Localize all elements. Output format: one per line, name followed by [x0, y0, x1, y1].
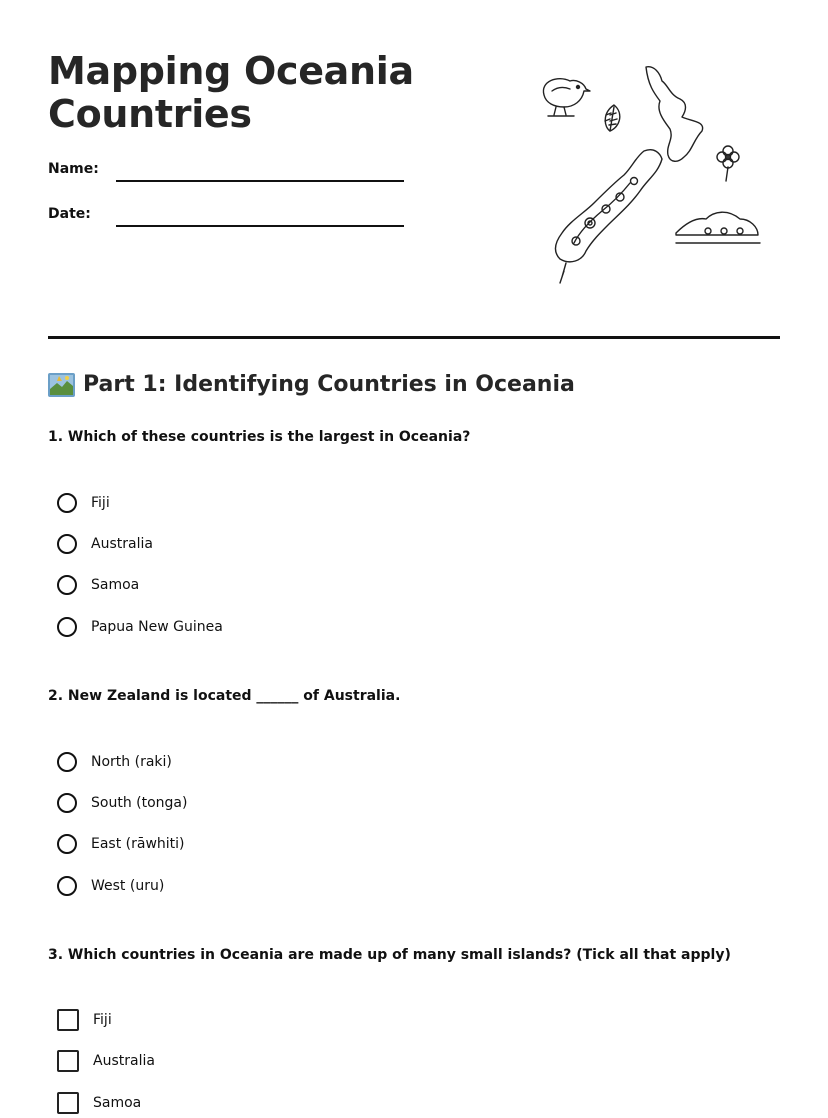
fern-leaf-icon: [605, 105, 620, 131]
name-label: Name:: [48, 161, 99, 177]
option-label: Papua New Guinea: [91, 619, 223, 635]
q3-option-australia[interactable]: [57, 1048, 155, 1074]
section-divider: [48, 336, 780, 339]
option-label: Fiji: [91, 495, 110, 511]
date-label: Date:: [48, 206, 91, 222]
part1-heading: [48, 372, 575, 397]
q2-option-east[interactable]: [57, 831, 185, 857]
q2-option-north[interactable]: [57, 749, 172, 775]
question-1: 1. Which of these countries is the largest in Oceania?: [48, 429, 471, 445]
radio-button[interactable]: [57, 834, 77, 854]
name-input-line[interactable]: [116, 180, 404, 182]
q3-option-fiji[interactable]: [57, 1007, 112, 1033]
option-label: Samoa: [91, 577, 140, 593]
name-field: [48, 161, 99, 177]
option-label: Samoa: [93, 1095, 142, 1111]
radio-button[interactable]: [57, 793, 77, 813]
option-label: Australia: [91, 536, 153, 552]
part1-title: Part 1: Identifying Countries in Oceania: [83, 372, 575, 397]
radio-button[interactable]: [57, 876, 77, 896]
q3-option-samoa[interactable]: [57, 1090, 141, 1116]
title-line-2: Countries: [48, 92, 252, 136]
option-label: North (raki): [91, 754, 172, 770]
worksheet-title: [48, 50, 414, 136]
checkbox[interactable]: [57, 1009, 79, 1031]
q1-option-samoa[interactable]: [57, 572, 139, 598]
title-line-1: Mapping Oceania: [48, 49, 414, 93]
option-label: Fiji: [93, 1012, 112, 1028]
checkbox[interactable]: [57, 1050, 79, 1072]
option-label: West (uru): [91, 878, 165, 894]
q1-option-papua-new-guinea[interactable]: [57, 614, 223, 640]
option-label: East (rāwhiti): [91, 836, 185, 852]
flower-icon: [717, 146, 739, 181]
q1-option-fiji[interactable]: [57, 490, 110, 516]
radio-button[interactable]: [57, 752, 77, 772]
hill-pa-icon: [676, 212, 760, 243]
kiwi-bird-icon: [543, 79, 590, 116]
radio-button[interactable]: [57, 493, 77, 513]
option-label: Australia: [93, 1053, 155, 1069]
radio-button[interactable]: [57, 575, 77, 595]
map-icon: [48, 373, 75, 397]
date-input-line[interactable]: [116, 225, 404, 227]
q2-option-west[interactable]: [57, 873, 164, 899]
q1-option-australia[interactable]: [57, 531, 153, 557]
date-field: [48, 206, 91, 222]
new-zealand-illustration: [530, 55, 775, 295]
checkbox[interactable]: [57, 1092, 79, 1114]
option-label: South (tonga): [91, 795, 188, 811]
question-2: 2. New Zealand is located ______ of Australia.: [48, 688, 401, 704]
question-3: 3. Which countries in Oceania are made up of many small islands? (Tick all that apply): [48, 947, 731, 963]
radio-button[interactable]: [57, 534, 77, 554]
radio-button[interactable]: [57, 617, 77, 637]
q2-option-south[interactable]: [57, 790, 187, 816]
